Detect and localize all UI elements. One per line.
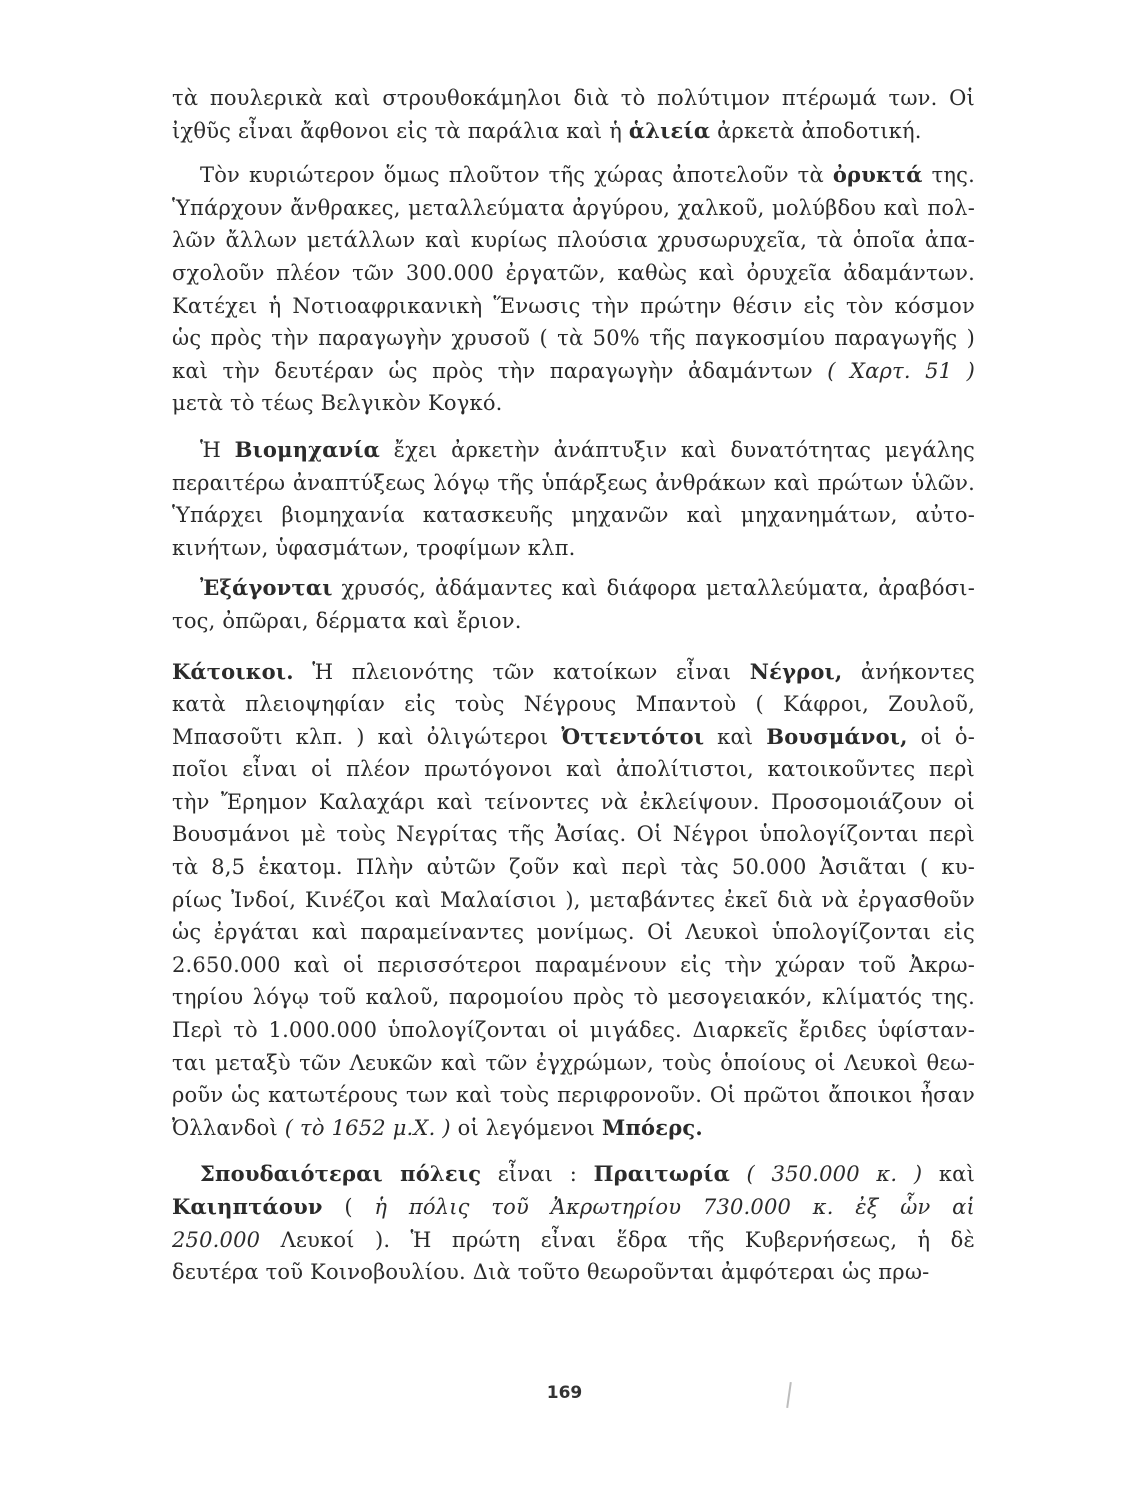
page-number: 169 <box>546 1383 583 1403</box>
text-run: Κατέχει ἡ Νοτιοαφρικανικὴ Ἕνωσις τὴν πρώτην θέσιν εἰς τὸν κόσμον <box>172 293 975 318</box>
bold-term: Ὀττεντότοι <box>561 723 705 749</box>
text-run: Τὸν κυριώτερον ὅμως πλοῦτον τῆς χώρας ἀποτελοῦν τὰ <box>200 163 833 188</box>
bold-term: Βιομηχανία <box>234 436 381 462</box>
text-run: σχολοῦν πλέον τῶν 300.000 ἐργατῶν, καθὼς καὶ ὀρυχεῖα ἀδαμάντων. <box>172 260 975 285</box>
text-run: Ἡ πλειονότης τῶν κατοίκων εἶναι <box>293 659 750 684</box>
text-line <box>172 786 975 819</box>
bold-term: Κάτοικοι. <box>172 658 294 684</box>
text-run: Μπασοῦτι κλπ. ) καὶ ὀλιγώτεροι <box>172 724 562 749</box>
text-line <box>172 159 975 192</box>
italic-run: 250.000 <box>172 1227 261 1252</box>
bold-term: Σπουδαιότεραι πόλεις <box>200 1161 482 1187</box>
text-line <box>172 257 975 290</box>
text-line <box>172 753 975 786</box>
text-line <box>172 1047 975 1080</box>
italic-run: ἡ πόλις τοῦ Ἀκρωτηρίου 730.000 κ. ἐξ ὧν αἱ <box>374 1195 975 1219</box>
text-line <box>172 532 975 565</box>
text-run: λῶν ἄλλων μετάλλων καὶ κυρίως πλούσια χρυσωρυχεῖα, τὰ ὁποῖα ἀπα- <box>172 228 975 253</box>
text-line <box>172 322 975 355</box>
text-line <box>172 916 975 949</box>
italic-run: ( Χαρτ. 51 ) <box>827 358 975 383</box>
italic-run: ( 350.000 κ. ) <box>746 1162 923 1187</box>
text-run: τὰ πουλερικὰ καὶ στρουθοκάμηλοι διὰ τὸ πολύτιμον πτέρωμά των. Οἱ <box>172 86 975 110</box>
text-run: χρυσός, ἀδάμαντες καὶ διάφορα μεταλλεύματα, ἀραβόσι- <box>332 576 975 601</box>
text-run: ρίως Ἰνδοί, Κινέζοι καὶ Μαλαίσιοι ), μεταβάντες ἐκεῖ διὰ νὰ ἐργασθοῦν <box>172 887 975 912</box>
text-run: εἶναι : <box>481 1162 594 1187</box>
text-line <box>172 721 975 754</box>
text-run: ὡς πρὸς τὴν παραγωγὴν χρυσοῦ ( τὰ 50% τῆς παγκοσμίου παραγωγῆς ) <box>172 326 975 351</box>
text-run: Ἡ <box>200 437 235 462</box>
text-run: κινήτων, ὑφασμάτων, τροφίμων κλπ. <box>172 535 576 560</box>
text-run: μετὰ τὸ τέως Βελγικὸν Κογκό. <box>172 391 503 416</box>
text-run: ἀρκετὰ ἀποδοτική. <box>710 118 922 143</box>
text-run: ὡς ἐργάται καὶ παραμείναντες μονίμως. Οἱ Λευκοὶ ὑπολογίζονται εἰς <box>172 920 975 945</box>
text-line <box>172 224 975 257</box>
text-line <box>172 192 975 225</box>
text-run: καὶ <box>704 724 767 749</box>
text-run: τὴν Ἔρημον Καλαχάρι καὶ τείνοντες νὰ ἐκλείψουν. Προσομοιάζουν οἱ <box>172 789 975 814</box>
text-line <box>172 1256 975 1289</box>
text-line <box>172 981 975 1014</box>
bold-term: Πραιτωρία <box>593 1161 730 1187</box>
text-run: τηρίου λόγῳ τοῦ καλοῦ, παρομοίου πρὸς τὸ μεσογειακόν, κλίματός της. <box>172 985 975 1010</box>
text-run <box>730 1162 747 1186</box>
text-run: Ὀλλανδοὶ <box>172 1115 285 1140</box>
paragraph-gap <box>172 1144 975 1158</box>
text-run: τος, ὀπῶραι, δέρματα καὶ ἔριον. <box>172 608 522 633</box>
text-line <box>172 499 975 532</box>
text-line <box>172 884 975 917</box>
text-line <box>172 656 975 689</box>
paragraph-gap <box>172 147 975 159</box>
text-line <box>172 1191 975 1224</box>
text-run: ἔχει ἀρκετὴν ἀνάπτυξιν καὶ δυνατότητας μεγάλης <box>380 437 976 462</box>
text-line <box>172 290 975 323</box>
text-run: ( <box>322 1195 375 1219</box>
text-run: Ὑπάρχουν ἄνθρακες, μεταλλεύματα ἀργύρου, χαλκοῦ, μολύβδου καὶ πολ- <box>172 195 975 220</box>
text-line <box>172 82 975 115</box>
paragraph-gap <box>172 564 975 572</box>
text-line <box>172 688 975 721</box>
text-line <box>172 1158 975 1191</box>
text-run: Περὶ τὸ 1.000.000 ὑπολογίζονται οἱ μιγάδες. Διαρκεῖς ἔριδες ὑφίσταν- <box>172 1018 975 1043</box>
text-line <box>172 1112 975 1145</box>
text-run: τὰ 8,5 ἑκατομ. Πλὴν αὐτῶν ζοῦν καὶ περὶ τὰς 50.000 Ἀσιᾶται ( κυ- <box>172 855 975 880</box>
text-run: οἱ λεγόμενοι <box>450 1115 602 1140</box>
bold-term: Ἐξάγονται <box>200 575 333 601</box>
text-run: ροῦν ὡς κατωτέρους των καὶ τοὺς περιφρονοῦν. Οἱ πρῶτοι ἄποικοι ἦσαν <box>172 1083 975 1108</box>
paragraph-gap <box>172 420 975 434</box>
text-run: 2.650.000 καὶ οἱ περισσότεροι παραμένουν εἰς τὴν χώραν τοῦ Ἀκρω- <box>172 952 975 977</box>
text-line <box>172 387 975 420</box>
bold-term: Καιηπτάουν <box>172 1194 323 1219</box>
text-run: Λευκοί ). Ἡ πρώτη εἶναι ἕδρα τῆς Κυβερνήσεως, ἡ δὲ <box>260 1227 975 1252</box>
text-run: ἰχθῦς εἶναι ἄφθονοι εἰς τὰ παράλια καὶ ἡ <box>172 118 629 143</box>
bold-term: Μπόερς. <box>602 1114 703 1140</box>
text-line <box>172 467 975 500</box>
bold-term: Βουσμάνοι, <box>766 723 908 749</box>
text-run: δευτέρα τοῦ Κοινοβουλίου. Διὰ τοῦτο θεωροῦνται ἀμφότεραι ὡς πρω- <box>172 1260 930 1285</box>
text-line <box>172 1079 975 1112</box>
text-run: οἱ ὁ- <box>907 724 975 749</box>
bold-term: ἁλιεία <box>628 117 711 143</box>
text-line <box>172 1224 975 1257</box>
text-line <box>172 949 975 982</box>
italic-run: ( τὸ 1652 μ.Χ. ) <box>284 1115 451 1140</box>
text-line <box>172 115 975 148</box>
text-run: περαιτέρω ἀναπτύξεως λόγῳ τῆς ὑπάρξεως ἀνθράκων καὶ πρώτων ὑλῶν. <box>172 470 975 495</box>
bold-term: ὀρυκτά <box>832 162 923 188</box>
body-text <box>172 82 975 1289</box>
text-run: ποῖοι εἶναι οἱ πλέον πρωτόγονοι καὶ ἀπολίτιστοι, κατοικοῦντες περὶ <box>172 757 975 782</box>
text-run: Ὑπάρχει βιομηχανία κατασκευῆς μηχανῶν καὶ μηχανημάτων, αὐτο- <box>172 503 975 528</box>
text-run: καὶ τὴν δευτέραν ὡς πρὸς τὴν παραγωγὴν ἀδαμάντων <box>172 358 828 383</box>
text-line <box>172 851 975 884</box>
text-run: Βουσμάνοι μὲ τοὺς Νεγρίτας τῆς Ἀσίας. Οἱ Νέγροι ὑπολογίζονται περὶ <box>172 822 975 847</box>
text-run: κατὰ πλειοψηφίαν εἰς τοὺς Νέγρους Μπαντοὺ ( Κάφροι, Ζουλοῦ, <box>172 692 975 717</box>
text-run: ται μεταξὺ τῶν Λευκῶν καὶ τῶν ἐγχρώμων, τοὺς ὁποίους οἱ Λευκοὶ θεω- <box>172 1050 975 1075</box>
paragraph-gap <box>172 638 975 656</box>
text-line <box>172 1014 975 1047</box>
text-run: ἀνήκοντες <box>842 659 976 684</box>
text-run: καὶ <box>922 1162 975 1187</box>
text-line <box>172 355 975 388</box>
text-line <box>172 605 975 638</box>
text-run: της. <box>922 163 976 188</box>
text-line <box>172 572 975 605</box>
text-line <box>172 434 975 467</box>
text-line <box>172 818 975 851</box>
bold-term: Νέγροι, <box>749 658 843 684</box>
